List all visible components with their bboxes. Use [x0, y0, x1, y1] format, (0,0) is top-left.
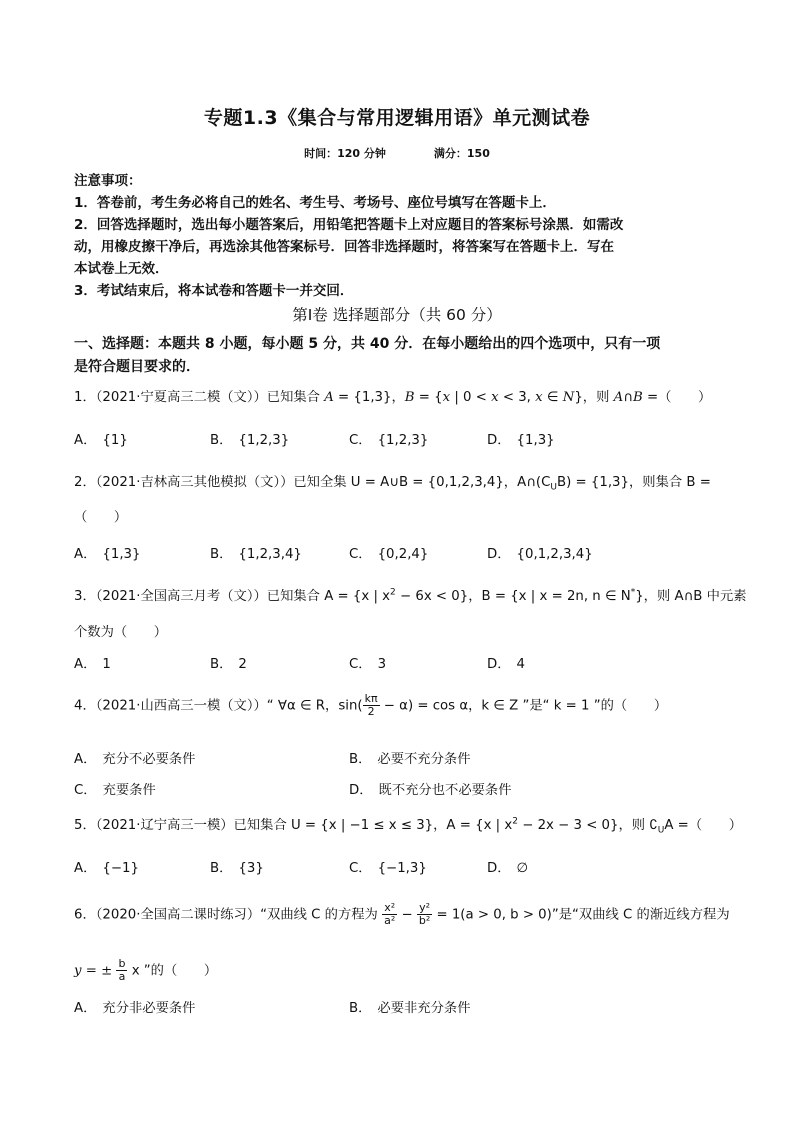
notice-line: 3．考试结束后，将本试卷和答题卡一并交回．	[74, 283, 354, 299]
question-5-stem: 5．（2021·辽宁高三一模）已知集合 U = {x | −1 ≤ x ≤ 3}，A = {x | $x^2 - 2x - 3 < 0$}，则 $∁_UA$ =（ ）	[74, 816, 743, 836]
notice-line: 本试卷上无效．	[74, 261, 169, 277]
question-3-option-d: D． 4	[487, 657, 526, 672]
section-title: 第Ⅰ卷 选择题部分（共 60 分）	[292, 306, 502, 324]
fraction: $\frac{\text{x²}}{\text{a²}}$	[384, 901, 396, 927]
question-1-option-d: D． {1,3}	[487, 433, 555, 448]
notice-line: 2．回答选择题时，选出每小题答案后，用铅笔把答题卡上对应题目的答案标号涂黑．如需改	[74, 217, 624, 233]
question-3-option-a: A． 1	[74, 657, 111, 672]
exam-meta	[0, 145, 794, 161]
question-1-option-b: B． {1,2,3}	[210, 433, 290, 448]
question-4-stem: 4．（2021·山西高三一模（文））“ ∀α ∈ R，sin( $\frac{k\pi}{2}$ − α) = cos α，k ∈ Z ”是“ k = 1 ”的（ ）	[74, 692, 668, 718]
question-5-option-c: C． {−1,3}	[349, 861, 427, 876]
question-6-option-a: A． 充分非必要条件	[74, 1001, 196, 1016]
question-2-option-b: B． {1,2,3,4}	[210, 547, 302, 562]
notice-line: 1．答卷前，考生务必将自己的姓名、考生号、考场号、座位号填写在答题卡上．	[74, 195, 556, 211]
question-2-option-a: A． {1,3}	[74, 547, 141, 562]
notice-line: 动，用橡皮擦干净后，再选涂其他答案标号．回答非选择题时，将答案写在答题卡上．写在	[74, 239, 614, 255]
question-5-option-a: A． {−1}	[74, 861, 139, 876]
page-title: 专题1.3《集合与常用逻辑用语》单元测试卷	[203, 107, 591, 129]
question-1-option-c: C． {1,2,3}	[349, 433, 429, 448]
question-2-option-c: C． {0,2,4}	[349, 547, 429, 562]
question-3-option-c: C． 3	[349, 657, 387, 672]
question-3-stem-cont: 个数为（ ）	[74, 625, 168, 640]
question-4-option-d: D． 既不充分也不必要条件	[349, 783, 512, 798]
question-1-stem: 1．（2021·宁夏高三二模（文））已知集合 A = {1,3}，B = {x | 0 < x < 3, x ∈ N}，则 A∩B =（ ）	[74, 390, 712, 405]
fraction: $\frac{b}{a}$	[118, 957, 126, 983]
question-2-stem: 2．（2021·吉林高三其他模拟（文））已知全集 U = A∪B = {0,1,2,3,4}，$A\cap(C_UB) = \{1,3\}$，则集合 B =	[74, 475, 711, 493]
fraction: $\frac{\text{y²}}{\text{b²}}$	[418, 901, 431, 927]
section-instruction: 是符合题目要求的．	[74, 359, 200, 375]
fraction: $\frac{k\pi}{2}$	[364, 692, 378, 718]
question-3-stem: 3．（2021·全国高三月考（文））已知集合 A = {x | $x^2 - 6x < 0$}，B = {x | x = 2n, n ∈ N*}，则 A∩B 中元素	[74, 587, 747, 604]
question-4-option-a: A． 充分不必要条件	[74, 752, 196, 767]
question-4-option-c: C． 充要条件	[74, 783, 156, 798]
question-6-stem-cont: y = ± $\frac{b}{a}$ x ”的（ ）	[74, 957, 218, 983]
question-3-option-b: B． 2	[210, 657, 247, 672]
question-5-option-b: B． {3}	[210, 861, 264, 876]
question-1-option-a: A． {1}	[74, 433, 128, 448]
section-instruction: 一、选择题：本题共 8 小题，每小题 5 分，共 40 分．在每小题给出的四个选项中，只有一项	[74, 336, 661, 352]
question-2-option-d: D． {0,1,2,3,4}	[487, 547, 593, 562]
question-6-stem: 6．（2020·全国高二课时练习）“双曲线 C 的方程为 $\frac{\text{x²}}{\text{a²}}$ − $\frac{\text{y²}}{\text{b²}}$ = 1(a > 0, b > 0)”是“双曲线 C 的渐近线方程为	[74, 901, 730, 927]
question-6-option-b: B． 必要非充分条件	[349, 1001, 471, 1016]
notice-heading: 注意事项：	[74, 173, 142, 189]
time-label: 时间：120 分钟	[304, 147, 386, 160]
question-4-option-b: B． 必要不充分条件	[349, 752, 471, 767]
question-2-stem-cont: （ ）	[74, 510, 128, 525]
score-label: 满分：150	[433, 147, 490, 160]
question-5-option-d: D． ∅	[487, 861, 529, 876]
